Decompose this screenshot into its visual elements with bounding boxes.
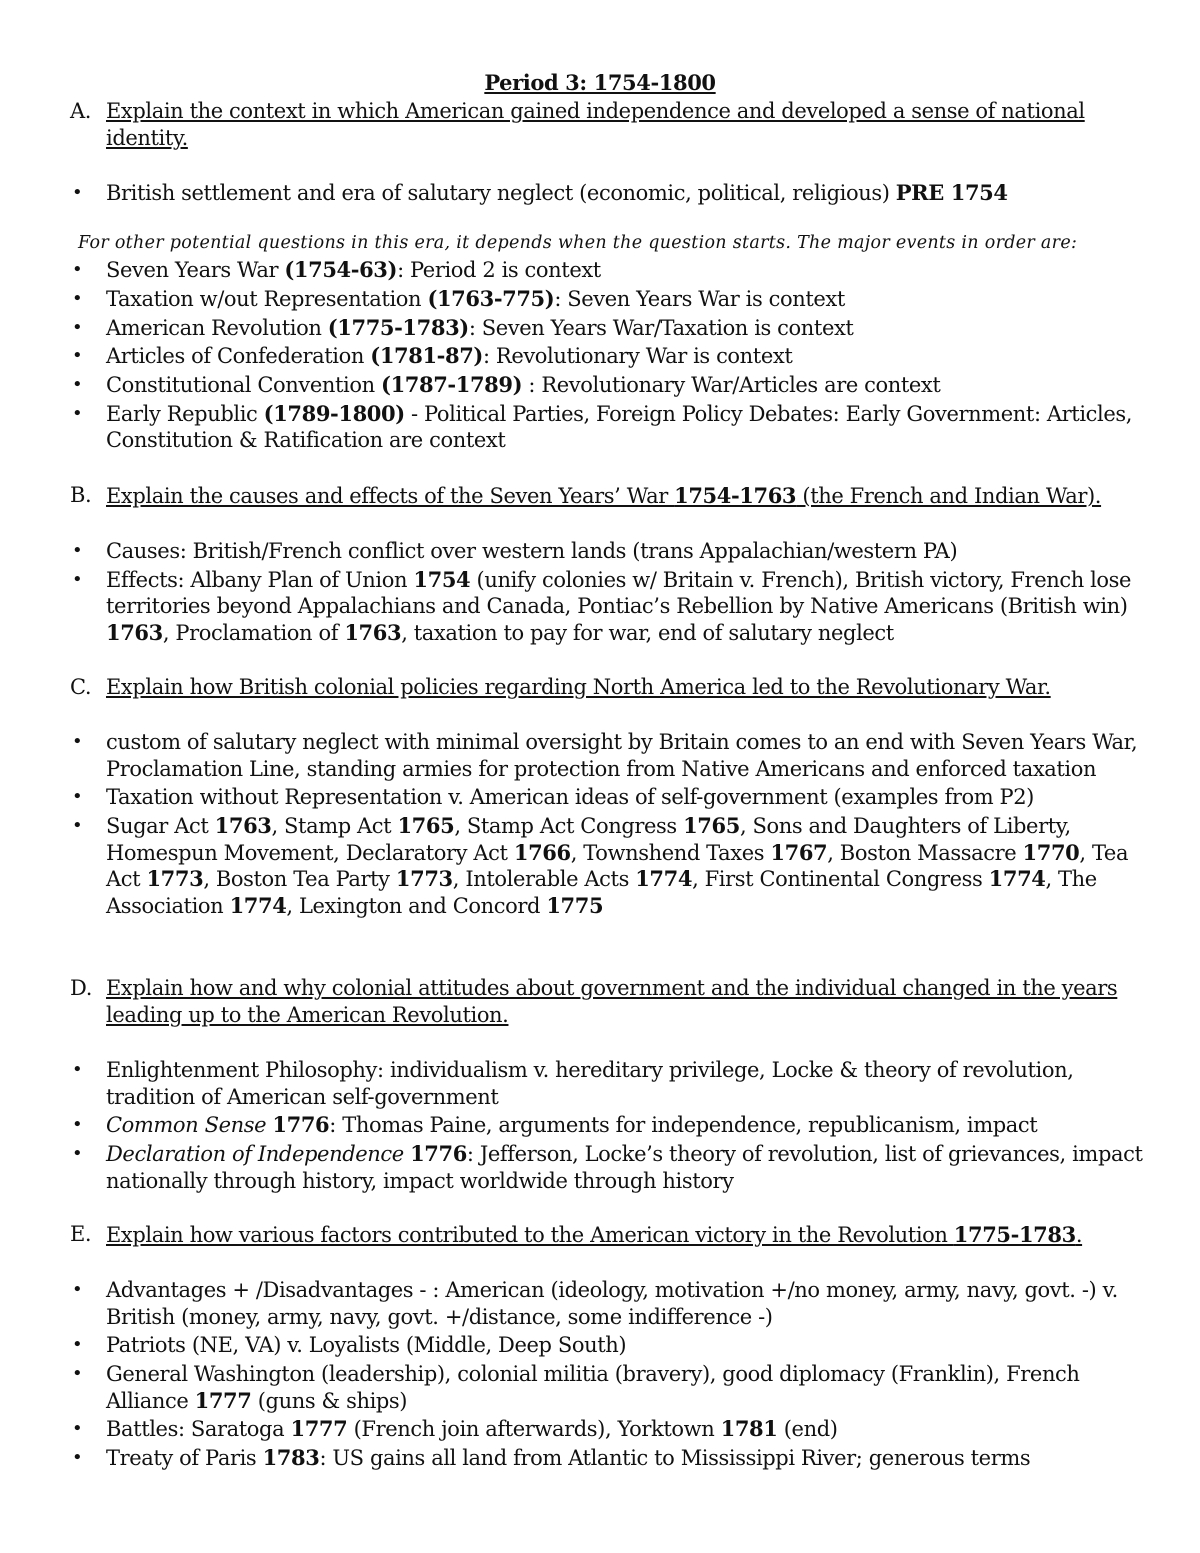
list-item-text: General Washington (leadership), colonial militia (bravery), good diplomacy (Franklin), French Alliance [106, 1362, 1080, 1413]
bullet-icon: • [72, 182, 83, 203]
list-item-text: custom of salutary neglect with minimal oversight by Britain comes to an end with Seven Years War, Proclamation Line, standing armies for protection from Native Americans and enforced taxation [106, 730, 1138, 781]
event-dates: (1775-1783) [327, 314, 469, 340]
list-item [70, 813, 1150, 919]
bullet-icon: • [72, 402, 83, 424]
bullet-icon: • [72, 568, 83, 590]
list-item-text: , Sons and Daughters of Liberty, Homespun Movement, Declaratory Act [106, 814, 1071, 865]
event-name: Constitutional Convention [106, 373, 382, 398]
list-item-text: , Stamp Act [271, 814, 398, 839]
event-item [70, 315, 1150, 342]
event-item [70, 401, 1150, 454]
section-b-heading [70, 482, 1140, 510]
section-a-heading [70, 98, 1140, 152]
list-item [70, 1361, 1150, 1414]
bullet-icon: • [72, 1363, 83, 1385]
section-c-letter: C. [70, 675, 92, 699]
list-item-text: Battles: Saratoga [106, 1417, 291, 1442]
list-item-date: 1763 [214, 813, 272, 839]
list-item-text: British settlement and era of salutary neglect (economic, political, religious) [106, 181, 896, 205]
list-item-text: (end) [777, 1417, 838, 1442]
list-item-date: 1777 [194, 1387, 252, 1413]
bullet-icon: • [72, 1447, 83, 1469]
event-name: American Revolution [106, 315, 328, 340]
event-context: : Revolutionary War is context [482, 344, 793, 369]
event-name: Early Republic [106, 401, 264, 426]
list-item-date: 1766 [513, 839, 571, 865]
list-item-date: 1770 [1022, 839, 1080, 865]
event-name: Articles of Confederation [106, 344, 371, 369]
section-a-heading-text: Explain the context in which American gained independence and developed a sense of national identity. [106, 99, 1085, 150]
section-d-list [70, 1057, 1150, 1196]
list-item-text: , Lexington and Concord [286, 893, 547, 918]
list-item-text: , Townshend Taxes [570, 840, 771, 865]
event-dates: (1763-775) [427, 285, 555, 311]
list-item-date: 1774 [229, 892, 287, 918]
section-c-list [70, 729, 1150, 921]
list-item-text: , First Continental Congress [692, 867, 989, 892]
list-item-date: 1765 [397, 813, 455, 839]
section-a-events [70, 257, 1150, 456]
list-item [70, 1277, 1150, 1330]
list-item [70, 567, 1150, 647]
section-e-heading-post: . [1075, 1223, 1083, 1247]
list-item-date: 1783 [262, 1445, 320, 1471]
bullet-icon: • [72, 374, 83, 396]
page-title: Period 3: 1754-1800 [484, 70, 716, 95]
event-dates: (1789-1800) [263, 400, 405, 426]
list-item-date: PRE 1754 [895, 180, 1008, 205]
section-b-heading-text [106, 482, 1140, 510]
list-item-text: Effects: Albany Plan of Union [106, 567, 414, 592]
list-item-text: Taxation without Representation v. American ideas of self-government (examples from P2) [106, 785, 1034, 810]
section-d-heading [70, 975, 1140, 1029]
list-item [70, 1112, 1150, 1139]
bullet-icon: • [72, 1143, 83, 1165]
list-item [70, 784, 1150, 811]
section-b-list [70, 538, 1150, 649]
bullet-icon: • [72, 345, 83, 367]
bullet-icon: • [72, 1334, 83, 1356]
list-item-text: Sugar Act [106, 814, 215, 839]
bullet-icon: • [72, 815, 83, 837]
list-item-date: 1777 [290, 1416, 348, 1442]
list-item-text: Advantages + /Disadvantages - : American (ideology, motivation +/no money, army, navy, govt. -) v. British (money, army, navy, govt. +/distance, some indifference -) [106, 1278, 1118, 1329]
list-item-date: 1781 [720, 1416, 778, 1442]
list-item-text: , The Association [106, 867, 1097, 918]
event-context: : Seven Years War/Taxation is context [468, 315, 854, 340]
list-item-date: 1774 [635, 866, 693, 892]
event-context: - Political Parties, Foreign Policy Debates: Early Government: Articles, Constitution & Ratification are context [106, 401, 1133, 453]
list-item-text: , taxation to pay for war, end of salutary neglect [401, 620, 894, 645]
section-b-heading-pre: Explain the causes and effects of the Seven Years’ War [106, 484, 675, 508]
section-a-letter: A. [70, 99, 92, 123]
list-item-text: : Thomas Paine, arguments for independence, republicanism, impact [329, 1113, 1038, 1138]
bullet-icon: • [72, 287, 83, 309]
list-item-text: (unify colonies w/ Britain v. French), British victory, French lose territories beyond Appalachians and Canada, Pontiac’s Rebellion by Native Americans (British win) [106, 567, 1132, 619]
list-item-date: 1773 [395, 866, 453, 892]
list-item [70, 729, 1150, 782]
section-a-list [70, 180, 1150, 209]
list-item-date: 1765 [683, 813, 740, 839]
list-item-text: , Intolerable Acts [452, 867, 636, 892]
list-item-text: (guns & ships) [251, 1388, 408, 1413]
list-item-text: (French join afterwards), Yorktown [347, 1417, 721, 1442]
event-name: Seven Years War [106, 258, 285, 282]
event-dates: (1781-87) [370, 343, 483, 369]
list-item-date: 1774 [988, 866, 1046, 892]
event-item [70, 286, 1150, 313]
bullet-icon: • [72, 1418, 83, 1440]
list-item-text: Treaty of Paris [106, 1446, 263, 1471]
bullet-icon: • [72, 1114, 83, 1136]
section-c-heading [70, 674, 1140, 701]
list-item-date: 1776 [272, 1112, 330, 1138]
list-item [70, 1141, 1150, 1194]
section-d-heading-text: Explain how and why colonial attitudes about government and the individual changed in the years leading up to the American Revolution. [106, 976, 1118, 1027]
event-name: Taxation w/out Representation [106, 286, 428, 311]
list-item-date: 1775 [546, 892, 604, 918]
bullet-icon: • [72, 1059, 83, 1080]
list-item-text: , Tea Act [106, 840, 1129, 892]
list-item-date: 1754 [413, 566, 471, 592]
list-item [70, 1445, 1150, 1472]
event-item [70, 257, 1150, 284]
list-item-text: , Stamp Act Congress [454, 814, 684, 839]
list-item-text: : Jefferson, Locke’s theory of revolution, list of grievances, impact nationally through history, impact worldwide through history [106, 1142, 1143, 1193]
event-context: : Revolutionary War/Articles are context [522, 373, 941, 398]
section-e-list [70, 1277, 1150, 1474]
list-item-text: Enlightenment Philosophy: individualism v. hereditary privilege, Locke & theory of revolution, tradition of American self-government [106, 1058, 1074, 1109]
list-item-date: 1767 [770, 839, 828, 865]
list-item-text: , Boston Massacre [827, 840, 1023, 865]
section-d-letter: D. [70, 976, 92, 1000]
list-item-text: Causes: British/French conflict over western lands (trans Appalachian/western PA) [106, 539, 958, 563]
section-a-intro: For other potential questions in this era, it depends when the question starts. The major events in order are: [78, 233, 1078, 253]
list-item-date: 1776 [410, 1141, 467, 1167]
list-item-date: 1763 [344, 619, 402, 645]
section-e-heading-dates: 1775-1783 [953, 1222, 1076, 1247]
section-e-heading-pre: Explain how various factors contributed to the American victory in the Revolution [106, 1223, 954, 1247]
bullet-icon: • [72, 259, 83, 280]
list-item [70, 1332, 1150, 1359]
section-b-heading-dates: 1754-1763 [674, 483, 797, 508]
event-item [70, 343, 1150, 370]
bullet-icon: • [72, 786, 83, 808]
event-item [70, 372, 1150, 399]
list-item-date: 1773 [146, 866, 204, 892]
list-item-date: 1763 [106, 619, 163, 645]
list-item-title: Common Sense [106, 1113, 267, 1138]
list-item-text: , Boston Tea Party [203, 867, 396, 892]
bullet-icon: • [72, 731, 83, 752]
list-item [70, 538, 1150, 565]
list-item [70, 1416, 1150, 1443]
list-item [70, 180, 1150, 207]
list-item-title: Declaration of Independence [106, 1142, 404, 1167]
list-item-text: : US gains all land from Atlantic to Mississippi River; generous terms [319, 1446, 1031, 1471]
bullet-icon: • [72, 316, 83, 338]
section-e-heading [70, 1221, 1140, 1249]
event-dates: (1787-1789) [381, 372, 523, 398]
bullet-icon: • [72, 540, 83, 561]
section-e-heading-text [106, 1221, 1140, 1249]
bullet-icon: • [72, 1279, 83, 1300]
event-dates: (1754-63) [284, 257, 398, 282]
event-context: : Seven Years War is context [554, 286, 845, 311]
section-e-letter: E. [70, 1222, 92, 1246]
list-item-text: , Proclamation of [162, 620, 345, 645]
section-b-letter: B. [70, 483, 92, 507]
event-context: : Period 2 is context [397, 258, 601, 282]
list-item-text: Patriots (NE, VA) v. Loyalists (Middle, Deep South) [106, 1333, 627, 1358]
list-item [70, 1057, 1150, 1110]
section-b-heading-post: (the French and Indian War). [796, 484, 1102, 508]
section-c-heading-text: Explain how British colonial policies regarding North America led to the Revolutionary War. [106, 675, 1051, 699]
